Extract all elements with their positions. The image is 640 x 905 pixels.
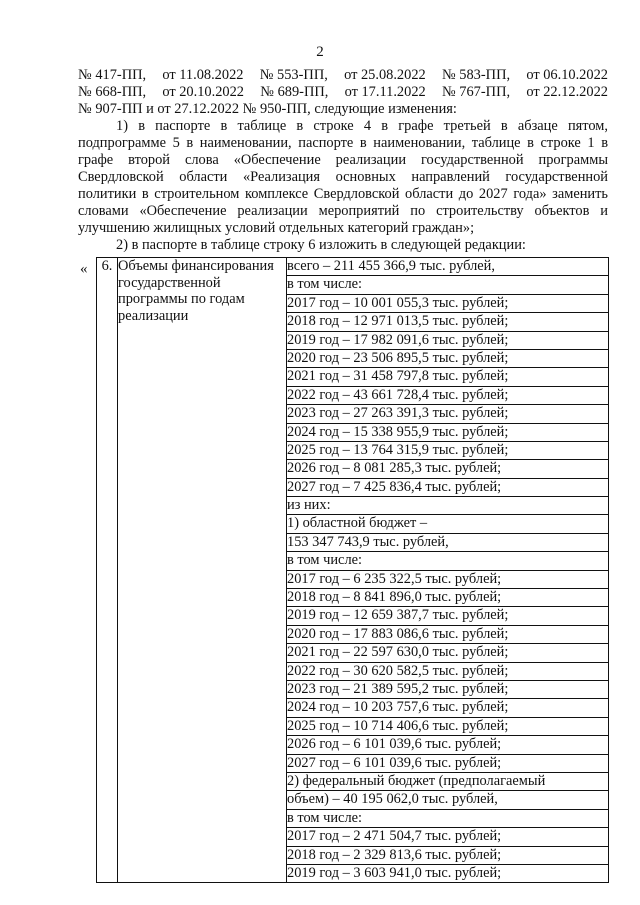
funding-line: 2025 год – 10 714 406,6 тыс. рублей; [287, 718, 608, 736]
resolution-ref: № 668-ПП, [78, 84, 147, 100]
funding-line: 2017 год – 2 471 504,7 тыс. рублей; [287, 828, 608, 846]
row-number: 6. [97, 258, 118, 883]
resolution-ref: от 25.08.2022 [344, 67, 426, 83]
funding-line: 2025 год – 13 764 315,9 тыс. рублей; [287, 442, 608, 460]
funding-line: 2022 год – 30 620 582,5 тыс. рублей; [287, 663, 608, 681]
funding-line: 2017 год – 10 001 055,3 тыс. рублей; [287, 295, 608, 313]
funding-line: 2019 год – 12 659 387,7 тыс. рублей; [287, 607, 608, 625]
funding-line: 2021 год – 22 597 630,0 тыс. рублей; [287, 644, 608, 662]
funding-line: 2019 год – 17 982 091,6 тыс. рублей; [287, 332, 608, 350]
funding-line: 2026 год – 8 081 285,3 тыс. рублей; [287, 460, 608, 478]
resolution-list-end: № 907-ПП и от 27.12.2022 № 950-ПП, следующие изменения: [78, 101, 457, 117]
passport-table [96, 257, 609, 883]
funding-line: 2018 год – 8 841 896,0 тыс. рублей; [287, 589, 608, 607]
funding-line: 2027 год – 7 425 836,4 тыс. рублей; [287, 479, 608, 497]
funding-line: 2024 год – 10 203 757,6 тыс. рублей; [287, 699, 608, 717]
funding-line: 153 347 743,9 тыс. рублей, [287, 534, 608, 552]
funding-line: 2021 год – 31 458 797,8 тыс. рублей; [287, 368, 608, 386]
table-row [97, 258, 609, 883]
funding-line: 2020 год – 23 506 895,5 тыс. рублей; [287, 350, 608, 368]
funding-line: 2) федеральный бюджет (предполагаемый [287, 773, 608, 791]
row-name: Объемы финансирования государственной программы по годам реализации [118, 258, 287, 883]
funding-line: в том числе: [287, 810, 608, 828]
opening-quote: « [80, 261, 88, 277]
funding-line: в том числе: [287, 276, 608, 294]
resolution-ref: № 583-ПП, [441, 67, 511, 83]
resolution-ref: от 22.12.2022 [526, 84, 608, 100]
funding-line: 2024 год – 15 338 955,9 тыс. рублей; [287, 424, 608, 442]
funding-line: 2027 год – 6 101 039,6 тыс. рублей; [287, 755, 608, 773]
funding-line: из них: [287, 497, 608, 515]
resolution-ref: от 20.10.2022 [162, 84, 244, 100]
funding-line: 2020 год – 17 883 086,6 тыс. рублей; [287, 626, 608, 644]
resolution-ref: от 17.11.2022 [344, 84, 426, 100]
amendment-item-2: 2) в паспорте в таблице строку 6 изложить в следующей редакции: [116, 237, 526, 253]
funding-line: всего – 211 455 366,9 тыс. рублей, [287, 258, 608, 276]
funding-line: 2023 год – 27 263 391,3 тыс. рублей; [287, 405, 608, 423]
resolution-line [78, 84, 608, 101]
funding-line: 2022 год – 43 661 728,4 тыс. рублей; [287, 387, 608, 405]
funding-line: в том числе: [287, 552, 608, 570]
funding-line: 2018 год – 2 329 813,6 тыс. рублей; [287, 847, 608, 865]
resolution-ref: № 417-ПП, [78, 67, 147, 83]
funding-line: 2019 год – 3 603 941,0 тыс. рублей; [287, 864, 502, 881]
funding-line: 2023 год – 21 389 595,2 тыс. рублей; [287, 681, 608, 699]
row-value [287, 258, 609, 883]
page-number: 2 [316, 44, 324, 60]
funding-line: 2026 год – 6 101 039,6 тыс. рублей; [287, 736, 608, 754]
funding-line: 1) областной бюджет – [287, 515, 608, 533]
resolution-ref: № 553-ПП, [259, 67, 328, 83]
amendment-item-1: 1) в паспорте в таблице в строке 4 в графе третьей в абзаце пятом, подпрограмме 5 в наименовании, паспорте в наименовании, таблице в строке 1 в графе второй слова «Обеспечение реализации государственной программы Свердловской области «Реализация основных направлений государственной политики в строительном комплексе Свердловской области до 2027 года» заменить словами «Обеспечение реализации мероприятий по строительству объектов и улучшению жилищных условий отдельных категорий граждан»; [78, 118, 608, 236]
funding-line: объем) – 40 195 062,0 тыс. рублей, [287, 791, 608, 809]
resolution-ref: от 11.08.2022 [162, 67, 244, 83]
resolution-ref: № 767-ПП, [441, 84, 511, 100]
resolution-ref: от 06.10.2022 [526, 67, 608, 83]
funding-line: 2017 год – 6 235 322,5 тыс. рублей; [287, 571, 608, 589]
document-body [78, 67, 608, 254]
funding-line: 2018 год – 12 971 013,5 тыс. рублей; [287, 313, 608, 331]
resolution-list [78, 67, 608, 101]
resolution-ref: № 689-ПП, [260, 84, 329, 100]
resolution-line [78, 67, 608, 84]
